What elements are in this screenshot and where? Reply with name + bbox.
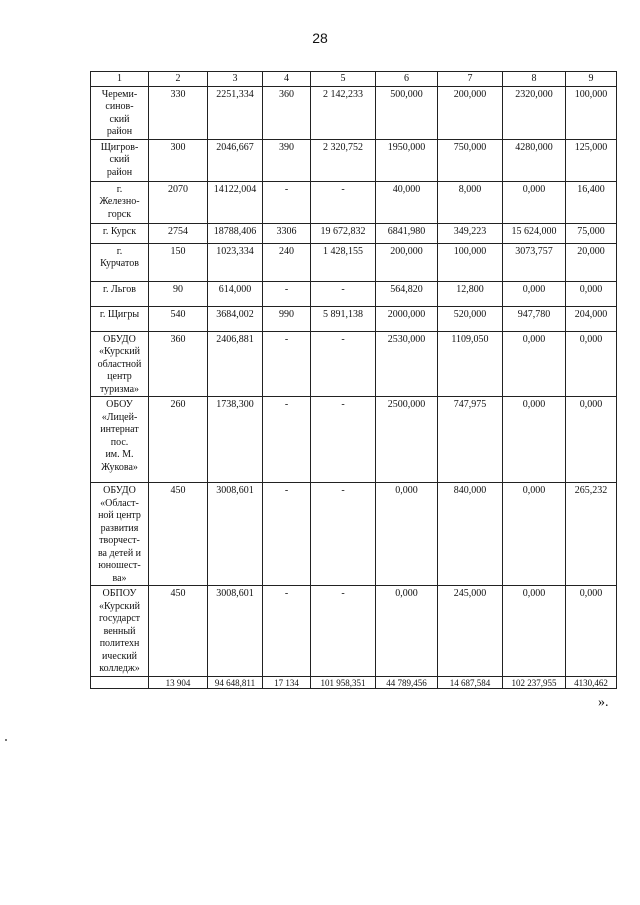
row-name: г. Курчатов — [91, 243, 149, 281]
table-row — [91, 281, 617, 306]
table-cell: 8,000 — [438, 181, 503, 223]
row-name: г. Железно- горск — [91, 181, 149, 223]
table-cell: 204,000 — [566, 306, 617, 331]
total-cell — [91, 676, 149, 688]
table-cell: 300 — [149, 139, 208, 181]
table-cell: 16,400 — [566, 181, 617, 223]
table-cell: 0,000 — [503, 586, 566, 677]
table-row — [91, 223, 617, 243]
table-cell: 40,000 — [376, 181, 438, 223]
table-row — [91, 181, 617, 223]
table-cell: 3073,757 — [503, 243, 566, 281]
total-cell: 102 237,955 — [503, 676, 566, 688]
table-cell: 260 — [149, 397, 208, 483]
total-cell: 44 789,456 — [376, 676, 438, 688]
table-cell: 390 — [263, 139, 311, 181]
table-cell: 990 — [263, 306, 311, 331]
table-cell: - — [263, 181, 311, 223]
table-cell: 2251,334 — [208, 86, 263, 139]
table-cell: 2754 — [149, 223, 208, 243]
table-header-row — [91, 72, 617, 87]
row-name: ОБОУ «Лицей- интернат пос. им. М. Жукова» — [91, 397, 149, 483]
table-cell: 4280,000 — [503, 139, 566, 181]
table-cell: 520,000 — [438, 306, 503, 331]
table-cell: 19 672,832 — [311, 223, 376, 243]
table-cell: 14122,004 — [208, 181, 263, 223]
table-cell: 747,975 — [438, 397, 503, 483]
closing-quote-mark: ». — [598, 695, 609, 710]
table-cell: - — [311, 397, 376, 483]
table-cell: 0,000 — [566, 331, 617, 397]
total-cell: 17 134 — [263, 676, 311, 688]
table-cell: 100,000 — [438, 243, 503, 281]
table-cell: 3008,601 — [208, 586, 263, 677]
column-header: 9 — [566, 72, 617, 87]
table-cell: - — [263, 331, 311, 397]
table-cell: 90 — [149, 281, 208, 306]
table-cell: 1109,050 — [438, 331, 503, 397]
table-cell: 614,000 — [208, 281, 263, 306]
table-cell: 2046,667 — [208, 139, 263, 181]
table-cell: - — [311, 181, 376, 223]
table-cell: 1950,000 — [376, 139, 438, 181]
table-cell: 0,000 — [503, 281, 566, 306]
table-row — [91, 397, 617, 483]
table-cell: 5 891,138 — [311, 306, 376, 331]
table-cell: - — [263, 397, 311, 483]
table-row — [91, 86, 617, 139]
row-name: Череми- синов- ский район — [91, 86, 149, 139]
table-cell: 240 — [263, 243, 311, 281]
table-row — [91, 586, 617, 677]
table-cell: 2070 — [149, 181, 208, 223]
row-name: ОБУДО «Област- ной центр развития творчест- ва детей и юношест- ва» — [91, 483, 149, 586]
table-cell: 0,000 — [376, 483, 438, 586]
table-cell: 12,800 — [438, 281, 503, 306]
column-header: 2 — [149, 72, 208, 87]
table-cell: 20,000 — [566, 243, 617, 281]
table-row — [91, 139, 617, 181]
column-header: 3 — [208, 72, 263, 87]
page-number: 28 — [312, 30, 328, 46]
table-cell: 2406,881 — [208, 331, 263, 397]
row-name: ОБУДО «Курский областной центр туризма» — [91, 331, 149, 397]
table-cell: 3008,601 — [208, 483, 263, 586]
table-cell: 450 — [149, 483, 208, 586]
column-header: 5 — [311, 72, 376, 87]
row-name: г. Курск — [91, 223, 149, 243]
table-cell: - — [311, 331, 376, 397]
table-cell: 1 428,155 — [311, 243, 376, 281]
table-cell: 947,780 — [503, 306, 566, 331]
table-cell: 100,000 — [566, 86, 617, 139]
table-cell: 0,000 — [566, 397, 617, 483]
table-cell: 150 — [149, 243, 208, 281]
table-cell: 349,223 — [438, 223, 503, 243]
column-header: 7 — [438, 72, 503, 87]
table-cell: 2500,000 — [376, 397, 438, 483]
table-cell: - — [311, 483, 376, 586]
table-cell: 840,000 — [438, 483, 503, 586]
table-row — [91, 243, 617, 281]
table-cell: - — [263, 483, 311, 586]
column-header: 1 — [91, 72, 149, 87]
row-name: г. Щигры — [91, 306, 149, 331]
table-cell: 0,000 — [503, 397, 566, 483]
table-cell: - — [311, 281, 376, 306]
row-name: Щигров- ский район — [91, 139, 149, 181]
table-cell: 2530,000 — [376, 331, 438, 397]
total-cell: 14 687,584 — [438, 676, 503, 688]
table-cell: 6841,980 — [376, 223, 438, 243]
table-cell: 540 — [149, 306, 208, 331]
table-cell: 0,000 — [566, 281, 617, 306]
table-cell: 500,000 — [376, 86, 438, 139]
table-row — [91, 483, 617, 586]
budget-table — [90, 71, 617, 689]
column-header: 8 — [503, 72, 566, 87]
table-cell: 265,232 — [566, 483, 617, 586]
table-total-row — [91, 676, 617, 688]
table-cell: 750,000 — [438, 139, 503, 181]
table-cell: 450 — [149, 586, 208, 677]
table-row — [91, 306, 617, 331]
table-cell: 125,000 — [566, 139, 617, 181]
table-cell: 2000,000 — [376, 306, 438, 331]
table-cell: 0,000 — [503, 331, 566, 397]
total-cell: 94 648,811 — [208, 676, 263, 688]
table-cell: 1738,300 — [208, 397, 263, 483]
table-cell: 75,000 — [566, 223, 617, 243]
table-cell: 360 — [263, 86, 311, 139]
column-header: 6 — [376, 72, 438, 87]
total-cell: 101 958,351 — [311, 676, 376, 688]
table-cell: 15 624,000 — [503, 223, 566, 243]
table-cell: 2320,000 — [503, 86, 566, 139]
table-cell: 360 — [149, 331, 208, 397]
table-cell: 0,000 — [503, 181, 566, 223]
table-cell: - — [263, 281, 311, 306]
column-header: 4 — [263, 72, 311, 87]
table-cell: 200,000 — [376, 243, 438, 281]
table-cell: 3684,002 — [208, 306, 263, 331]
row-name: г. Льгов — [91, 281, 149, 306]
table-cell: - — [263, 586, 311, 677]
margin-speck — [5, 739, 7, 741]
table-cell: 245,000 — [438, 586, 503, 677]
total-cell: 13 904 — [149, 676, 208, 688]
table-cell: 2 142,233 — [311, 86, 376, 139]
table-cell: 0,000 — [376, 586, 438, 677]
table-cell: 3306 — [263, 223, 311, 243]
total-cell: 4130,462 — [566, 676, 617, 688]
table-row — [91, 331, 617, 397]
row-name: ОБПОУ «Курский государст венный политехн ический колледж» — [91, 586, 149, 677]
table-cell: 2 320,752 — [311, 139, 376, 181]
table-cell: 0,000 — [503, 483, 566, 586]
table-cell: 0,000 — [566, 586, 617, 677]
table-cell: 330 — [149, 86, 208, 139]
table-cell: 564,820 — [376, 281, 438, 306]
table-cell: 200,000 — [438, 86, 503, 139]
table-cell: - — [311, 586, 376, 677]
table-cell: 1023,334 — [208, 243, 263, 281]
table-cell: 18788,406 — [208, 223, 263, 243]
